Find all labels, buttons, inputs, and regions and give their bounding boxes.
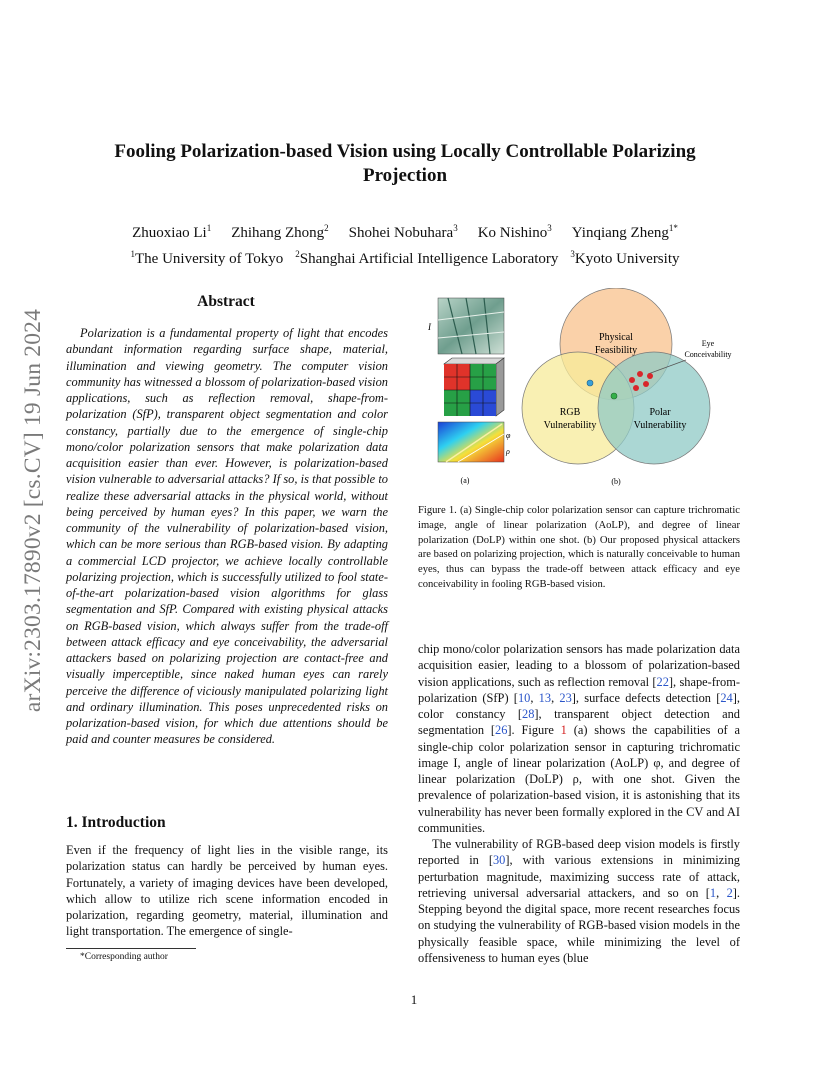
venn-polar-line2: Vulnerability (633, 420, 687, 431)
venn-dot-red-2 (637, 371, 643, 377)
affiliation: $^2$Shanghai Artificial Intelligence Laboratory (295, 249, 559, 267)
label-I: I (428, 322, 431, 332)
author-affiliation-mark: 1 (206, 223, 212, 233)
citation-link[interactable]: 28 (522, 707, 535, 721)
footnote-rule (66, 948, 196, 949)
citation-link[interactable]: 23 (559, 690, 572, 705)
citation-link[interactable]: 13 (538, 690, 552, 705)
intensity-image (438, 298, 504, 354)
figure-1 (418, 288, 748, 498)
intro-paragraph-right-1: chip mono/color polarization sensors has made polarization data acquisition easier, leading to a blossom of polarization-based vision applications, such as reflection removal [22], shape-from-polarization (SfP) [10, 13, 23], surface defects detection [24], color constancy [28], transparent object detection and segmentation [26]. Figure 1 (a) shows the capabilities of a single-chip color polarization sensor in capturing trichromatic image I, angle of linear polarization (AoLP) φ, and degree of linear polarization (DoLP) ρ, with one shot. Given the prevalence of polarization-based vision, it is astonishing that its vulnerability has never been formally explored in the CV and AI communities. (418, 642, 740, 835)
venn-dot-green (611, 393, 617, 399)
author-list (70, 218, 740, 244)
label-rho: ρ (506, 447, 510, 456)
abstract-text: Polarization is a fundamental property of light that encodes abundant information regarding surface shape, material, illumination and viewing geometry. The computer vision community has witnessed a blossom of polarization-based vision applications, such as reflection removal, shape-from-polarization (SfP), transparent object segmentation and color constancy, partially due to the emergence of single-chip mono/color polarization sensors that make polarization data acquisition easier than ever. However, is polarization-based vision vulnerable to adversarial attacks? If so, is that possible to realize these adversarial attacks in the physical world, without being perceived by human eyes? In this paper, we warn the community of the vulnerability of polarization-based vision, which can be more serious than RGB-based vision. By adapting a commercial LCD projector, we achieve locally controllable polarizing projection, which is successfully utilized to fool state-of-the-art polarization-based vision algorithms for glass segmentation and SfP. Compared with existing physical attacks on RGB-based vision, which always suffer from the trade-off between attack efficacy and eye conceivability, the adversarial attackers based on polarizing projection are contact-free and visually imperceptible, since naked human eyes can rarely perceive the difference of viciously manipulated polarizing light and ordinary illumination. This poses unprecedented risks on polarization-based vision, for which due attentions should be paid and counter measures be considered. (66, 326, 388, 747)
author-name: Zhihang Zhong$^2$ (231, 223, 329, 241)
venn-polar-line1: Polar (649, 407, 671, 418)
arxiv-stamp (14, 290, 54, 730)
label-b: (b) (611, 477, 621, 486)
citation-link[interactable]: 24 (720, 690, 733, 705)
venn-dot-red-1 (629, 377, 635, 383)
venn-rgb-line2: Vulnerability (543, 420, 597, 431)
venn-eye-line2: Conceivability (684, 350, 732, 359)
label-phi: φ (506, 431, 511, 440)
sensor-cube (444, 358, 504, 416)
author-affiliation-mark: 3 (453, 223, 458, 233)
figure-1-graphic (418, 288, 748, 498)
venn-physical-line1: Physical (599, 332, 633, 343)
citation-link[interactable]: 10 (517, 690, 531, 705)
venn-rgb-line1: RGB (559, 407, 581, 418)
author-name: Shohei Nobuhara$^3$ (348, 223, 458, 241)
citation-link[interactable]: 26 (495, 723, 508, 738)
affiliation: $^3$Kyoto University (570, 249, 680, 267)
citation-link[interactable]: 30 (492, 853, 506, 868)
venn-dot-red-5 (647, 373, 653, 379)
author-affiliation-mark: 2 (324, 223, 329, 233)
arxiv-id: arXiv:2303.17890v2 [cs.CV] 19 Jun 2024 (20, 308, 47, 712)
affiliation: $^1$The University of Tokyo (130, 249, 284, 267)
footnote: *Corresponding author (80, 952, 168, 962)
author-name: Zhuoxiao Li$^1$ (132, 223, 212, 241)
venn-dot-blue (587, 380, 593, 386)
abstract-heading: Abstract (197, 293, 255, 310)
venn-dot-red-4 (633, 385, 639, 391)
citation-link[interactable]: 22 (656, 674, 669, 689)
author-name: Yinqiang Zheng$^{1*}$ (571, 223, 678, 241)
intro-paragraph-right-2: The vulnerability of RGB-based deep vision models is firstly reported in [30], with various extensions in minimizing perturbation magnitude, maximizing success rate of attack, retrieving universal adversarial attackers, and so on [1, 2]. Stepping beyond the digital space, more recent researches focus on studying the vulnerability of RGB-based vision models in the physically feasible space, while minimizing the level of offensiveness to human eyes (blue (418, 837, 741, 965)
intro-text-right (418, 641, 740, 966)
aolp-dolp-map (438, 422, 504, 462)
intro-text-left: Even if the frequency of light lies in the visible range, its polarization status can hardly be perceived by human eyes. Fortunately, a variety of imaging devices have been developed, which allow to utilize rich scene information encoded in polarization, regarding geometry, material, illumination and light transportation. The emergence of single- (66, 843, 388, 939)
citation-link[interactable]: 1 (709, 885, 717, 900)
venn-dot-red-3 (643, 381, 649, 387)
venn-eye-line1: Eye (701, 339, 715, 348)
affiliation-list (70, 244, 740, 270)
page-number: 1 (410, 992, 418, 1007)
author-affiliation-mark: 3 (547, 223, 552, 233)
author-affiliation-mark: 1* (668, 223, 678, 233)
label-a: (a) (460, 476, 470, 485)
author-block (70, 218, 740, 270)
citation-link[interactable]: 2 (726, 885, 733, 900)
intro-heading: 1. Introduction (66, 814, 166, 831)
figure-link[interactable]: 1 (560, 723, 567, 738)
figure-1-caption: Figure 1. (a) Single-chip color polarization sensor can capture trichromatic image, angle of linear polarization (AoLP), and degree of linear polarization (DoLP) within one shot. (b) Our proposed physical attackers are based on polarizing projection, which is naturally conceivable to human eyes, thus can bypass the trade-off between attack efficacy and eye conceivability in fooling RGB-based vision. (418, 505, 740, 590)
author-name: Ko Nishino$^3$ (477, 223, 552, 241)
paper-title: Fooling Polarization-based Vision using Locally Controllable Polarizing Projection (114, 141, 696, 186)
venn-physical-line2: Feasibility (594, 345, 638, 356)
